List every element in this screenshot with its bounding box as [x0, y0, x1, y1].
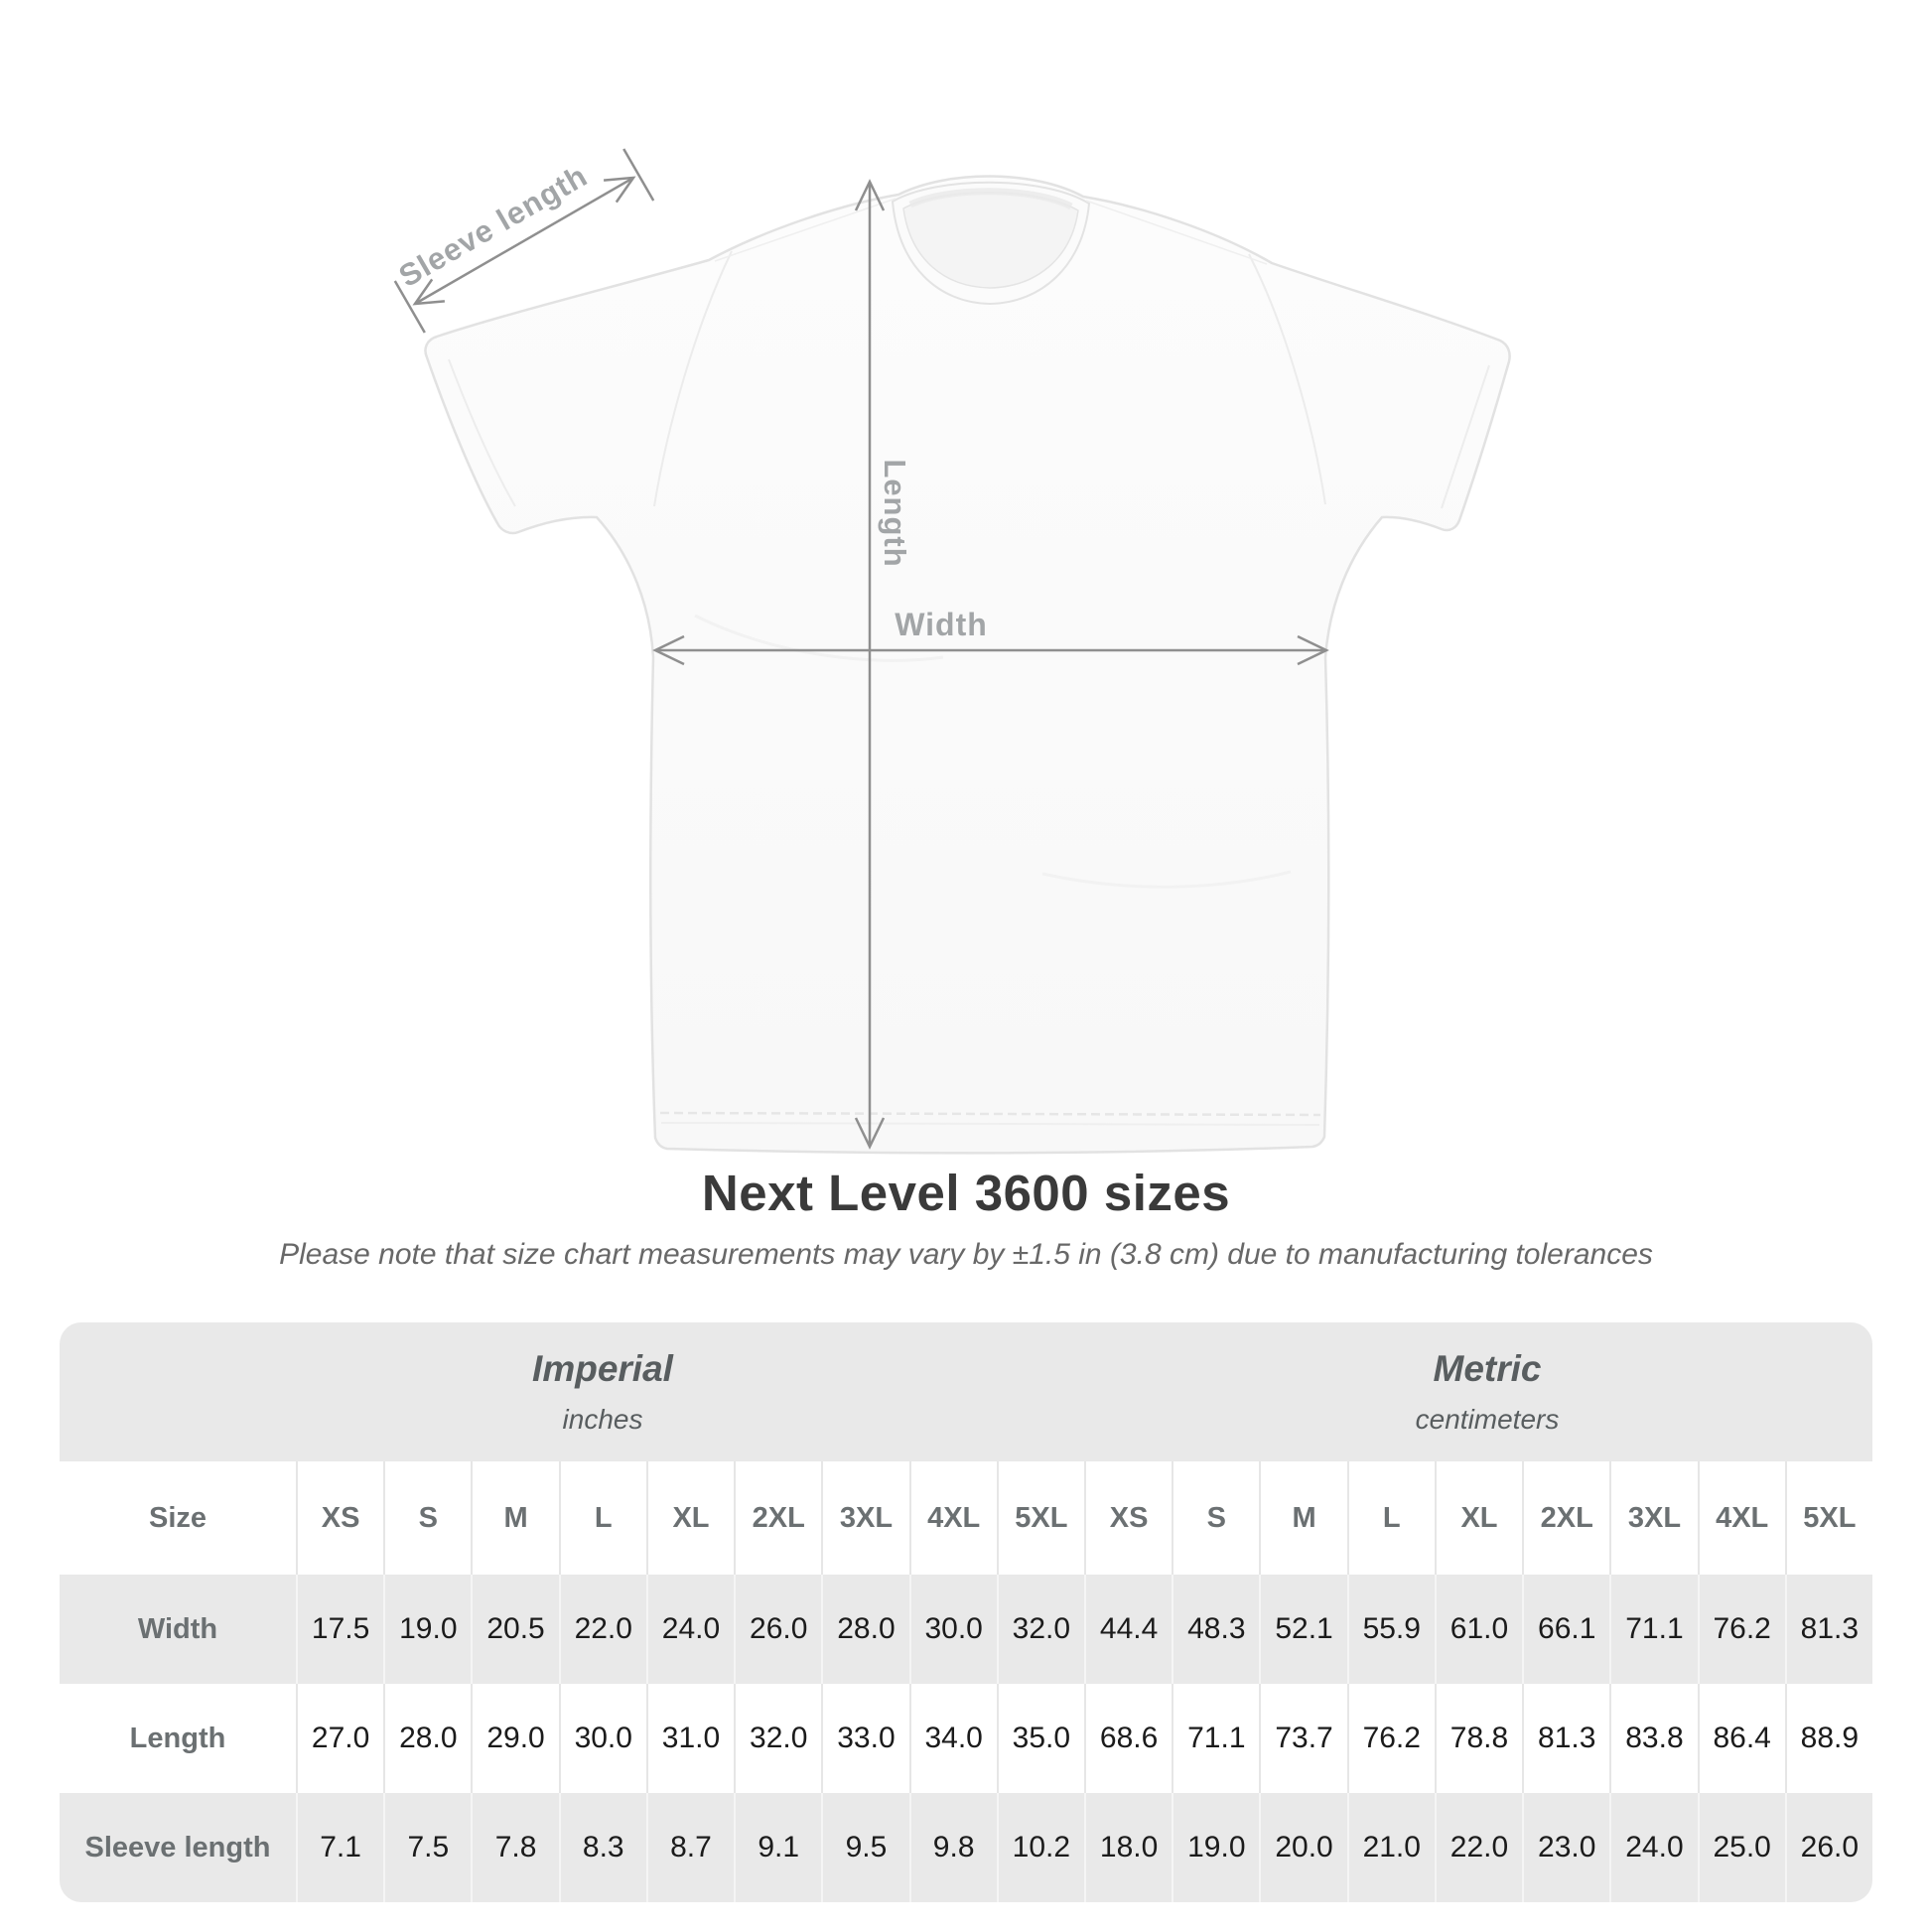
page-title: Next Level 3600 sizes [701, 1165, 1231, 1221]
size-table [60, 1322, 1872, 1902]
size-value-cell: 31.0 [646, 1684, 734, 1793]
size-value-cell: 8.7 [646, 1793, 734, 1902]
width-row [60, 1575, 1872, 1684]
size-value-cell: 68.6 [1084, 1684, 1172, 1793]
size-header-cell: XS [296, 1461, 383, 1575]
size-value-cell: 26.0 [734, 1575, 821, 1684]
size-value-cell: 8.3 [559, 1793, 646, 1902]
size-value-cell: 7.8 [471, 1793, 558, 1902]
size-value-cell: 19.0 [383, 1575, 471, 1684]
size-header-cell: 3XL [821, 1461, 908, 1575]
size-value-cell: 23.0 [1522, 1793, 1609, 1902]
size-value-cell: 29.0 [471, 1684, 558, 1793]
metric-header [1084, 1322, 1872, 1461]
size-value-cell: 61.0 [1435, 1575, 1522, 1684]
size-value-cell: 28.0 [821, 1575, 908, 1684]
size-value-cell: 17.5 [296, 1575, 383, 1684]
size-header-cell: L [559, 1461, 646, 1575]
size-value-cell: 18.0 [1084, 1793, 1172, 1902]
size-header-cell: 4XL [1698, 1461, 1785, 1575]
size-value-cell: 73.7 [1259, 1684, 1346, 1793]
size-value-cell: 48.3 [1172, 1575, 1259, 1684]
size-value-cell: 34.0 [909, 1684, 997, 1793]
width-label: Width [895, 607, 988, 642]
size-value-cell: 83.8 [1609, 1684, 1697, 1793]
size-value-cell: 55.9 [1347, 1575, 1435, 1684]
size-header-cell: S [1172, 1461, 1259, 1575]
imperial-header [60, 1322, 1084, 1461]
size-value-cell: 76.2 [1347, 1684, 1435, 1793]
metric-label: Metric [1433, 1348, 1542, 1389]
row-label: Length [60, 1684, 296, 1793]
size-value-cell: 81.3 [1522, 1684, 1609, 1793]
tshirt-body [425, 176, 1509, 1153]
size-value-cell: 30.0 [909, 1575, 997, 1684]
size-value-cell: 25.0 [1698, 1793, 1785, 1902]
size-value-cell: 19.0 [1172, 1793, 1259, 1902]
size-value-cell: 7.5 [383, 1793, 471, 1902]
size-value-cell: 27.0 [296, 1684, 383, 1793]
size-value-cell: 52.1 [1259, 1575, 1346, 1684]
sleeve-length-row [60, 1793, 1872, 1902]
size-value-cell: 26.0 [1785, 1793, 1872, 1902]
size-header-cell: XL [1435, 1461, 1522, 1575]
size-value-cell: 33.0 [821, 1684, 908, 1793]
length-row [60, 1684, 1872, 1793]
size-header-cell: 5XL [1785, 1461, 1872, 1575]
size-value-cell: 20.0 [1259, 1793, 1346, 1902]
size-value-cell: 22.0 [559, 1575, 646, 1684]
imperial-label: Imperial [532, 1348, 673, 1389]
title-block [0, 1164, 1932, 1272]
size-header-cell: S [383, 1461, 471, 1575]
size-value-cell: 30.0 [559, 1684, 646, 1793]
size-value-cell: 88.9 [1785, 1684, 1872, 1793]
size-header-cell: 2XL [1522, 1461, 1609, 1575]
size-value-cell: 9.5 [821, 1793, 908, 1902]
size-header-cell: 4XL [909, 1461, 997, 1575]
size-value-cell: 71.1 [1172, 1684, 1259, 1793]
metric-sublabel: centimeters [1415, 1404, 1560, 1435]
size-value-cell: 35.0 [997, 1684, 1084, 1793]
size-value-cell: 21.0 [1347, 1793, 1435, 1902]
size-header-cell: L [1347, 1461, 1435, 1575]
size-header-cell: M [1259, 1461, 1346, 1575]
imperial-sublabel: inches [562, 1404, 643, 1435]
row-label: Width [137, 1612, 218, 1645]
size-value-cell: 24.0 [646, 1575, 734, 1684]
size-value-cell: 71.1 [1609, 1575, 1697, 1684]
size-value-cell: 22.0 [1435, 1793, 1522, 1902]
size-value-cell: 66.1 [1522, 1575, 1609, 1684]
size-value-cell: 86.4 [1698, 1684, 1785, 1793]
size-header-cell: XL [646, 1461, 734, 1575]
size-value-cell: 9.1 [734, 1793, 821, 1902]
length-label: Length [878, 459, 912, 568]
size-value-cell: 28.0 [383, 1684, 471, 1793]
size-header-cell: 2XL [734, 1461, 821, 1575]
size-header-cell: M [471, 1461, 558, 1575]
size-header-cell: 3XL [1609, 1461, 1697, 1575]
size-value-cell: 10.2 [997, 1793, 1084, 1902]
size-header-row [60, 1461, 1872, 1575]
size-value-cell: 32.0 [734, 1684, 821, 1793]
size-value-cell: 78.8 [1435, 1684, 1522, 1793]
size-value-cell: 20.5 [471, 1575, 558, 1684]
size-header-cell: 5XL [997, 1461, 1084, 1575]
size-value-cell: 24.0 [1609, 1793, 1697, 1902]
row-label: Sleeve length [84, 1831, 271, 1863]
unit-header-row [60, 1322, 1872, 1461]
size-value-cell: 76.2 [1698, 1575, 1785, 1684]
size-value-cell: 9.8 [909, 1793, 997, 1902]
size-column-header: Size [60, 1461, 296, 1575]
size-value-cell: 7.1 [296, 1793, 383, 1902]
size-value-cell: 81.3 [1785, 1575, 1872, 1684]
sleeve-length-label: Sleeve length [392, 158, 594, 294]
size-value-cell: 44.4 [1084, 1575, 1172, 1684]
size-value-cell: 32.0 [997, 1575, 1084, 1684]
tolerance-note: Please note that size chart measurements may vary by ±1.5 in (3.8 cm) due to manufacturing tolerances [279, 1238, 1653, 1271]
size-header-cell: XS [1084, 1461, 1172, 1575]
